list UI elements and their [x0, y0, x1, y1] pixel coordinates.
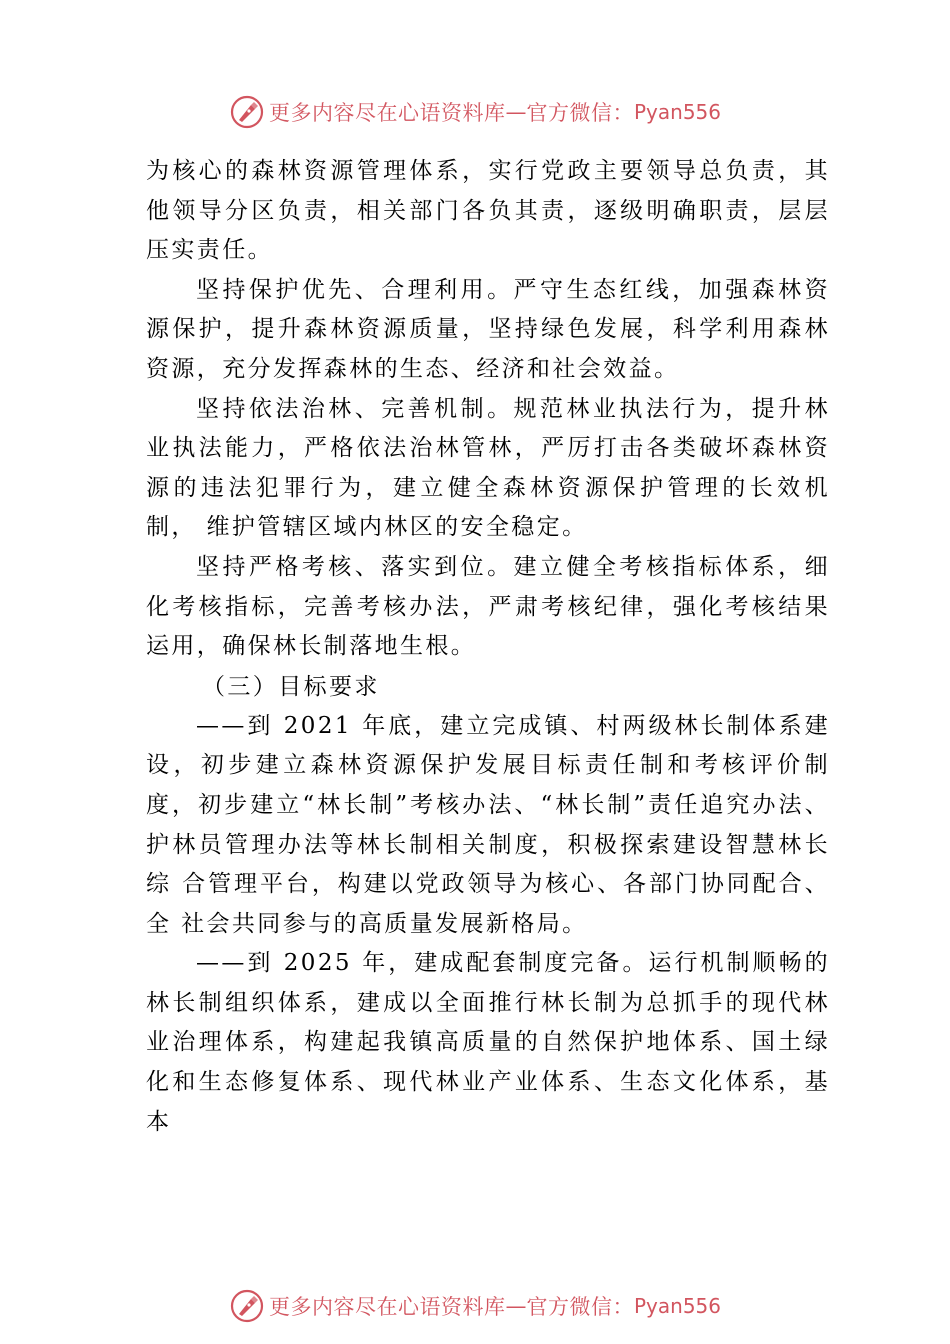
header-wechat-id: Pyan556	[633, 100, 721, 124]
paragraph-1: 为核心的森林资源管理体系，实行党政主要领导总负责，其他领导分区负责，相关部门各负其责，逐级明确职责，层层压实责任。	[146, 158, 830, 264]
pen-nib-logo-icon	[229, 1288, 265, 1324]
paragraph-2: 坚持保护优先、合理利用。严守生态红线，加强森林资源保护，提升森林资源质量，坚持绿色发展，科学利用森林资源，充分发挥森林的生态、经济和社会效益。	[146, 276, 830, 382]
footer-banner	[0, 1286, 950, 1326]
header-site-text: 更多内容尽在心语资料库	[268, 101, 506, 125]
header-wechat-label: 官方微信：	[526, 101, 634, 125]
paragraph-6: ——到 2025 年，建成配套制度完备。运行机制顺畅的林长制组织体系，建成以全面推行林长制为总抓手的现代林业治理体系，构建起我镇高质量的自然保护地体系、国土绿化和生态修复体系、现代林业产业体系、生态文化体系，基本	[146, 950, 830, 1135]
header-separator: —	[505, 100, 527, 124]
footer-wechat-id: Pyan556	[633, 1294, 721, 1318]
footer-separator: —	[505, 1294, 527, 1318]
footer-wechat-label: 官方微信：	[526, 1295, 634, 1319]
pen-nib-logo-icon	[229, 94, 265, 130]
document-body	[146, 152, 830, 1142]
footer-site-text: 更多内容尽在心语资料库	[268, 1295, 506, 1319]
paragraph-4: 坚持严格考核、落实到位。建立健全考核指标体系，细化考核指标，完善考核办法，严肃考核纪律，强化考核结果运用，确保林长制落地生根。	[146, 553, 830, 660]
section-heading: （三）目标要求	[202, 673, 380, 700]
paragraph-3: 坚持依法治林、完善机制。规范林业执法行为，提升林业执法能力，严格依法治林管林，严厉打击各类破坏森林资 源的违法犯罪行为，建立健全森林资源保护管理的长效机制， 维护管辖区域内林区的安全稳定。	[146, 395, 830, 541]
header-banner	[0, 92, 950, 132]
paragraph-5: ——到 2021 年底，建立完成镇、村两级林长制体系建设，初步建立森林资源保护发展目标责任制和考核评价制度，初步建立“林长制”考核办法、“林长制”责任追究办法、护林员管理办法等林长制相关制度，积极探索建设智慧林长综 合管理平台，构建以党政领导为核心、各部门协同配合、全 社会共同参与的高质量发展新格局。	[146, 712, 830, 937]
